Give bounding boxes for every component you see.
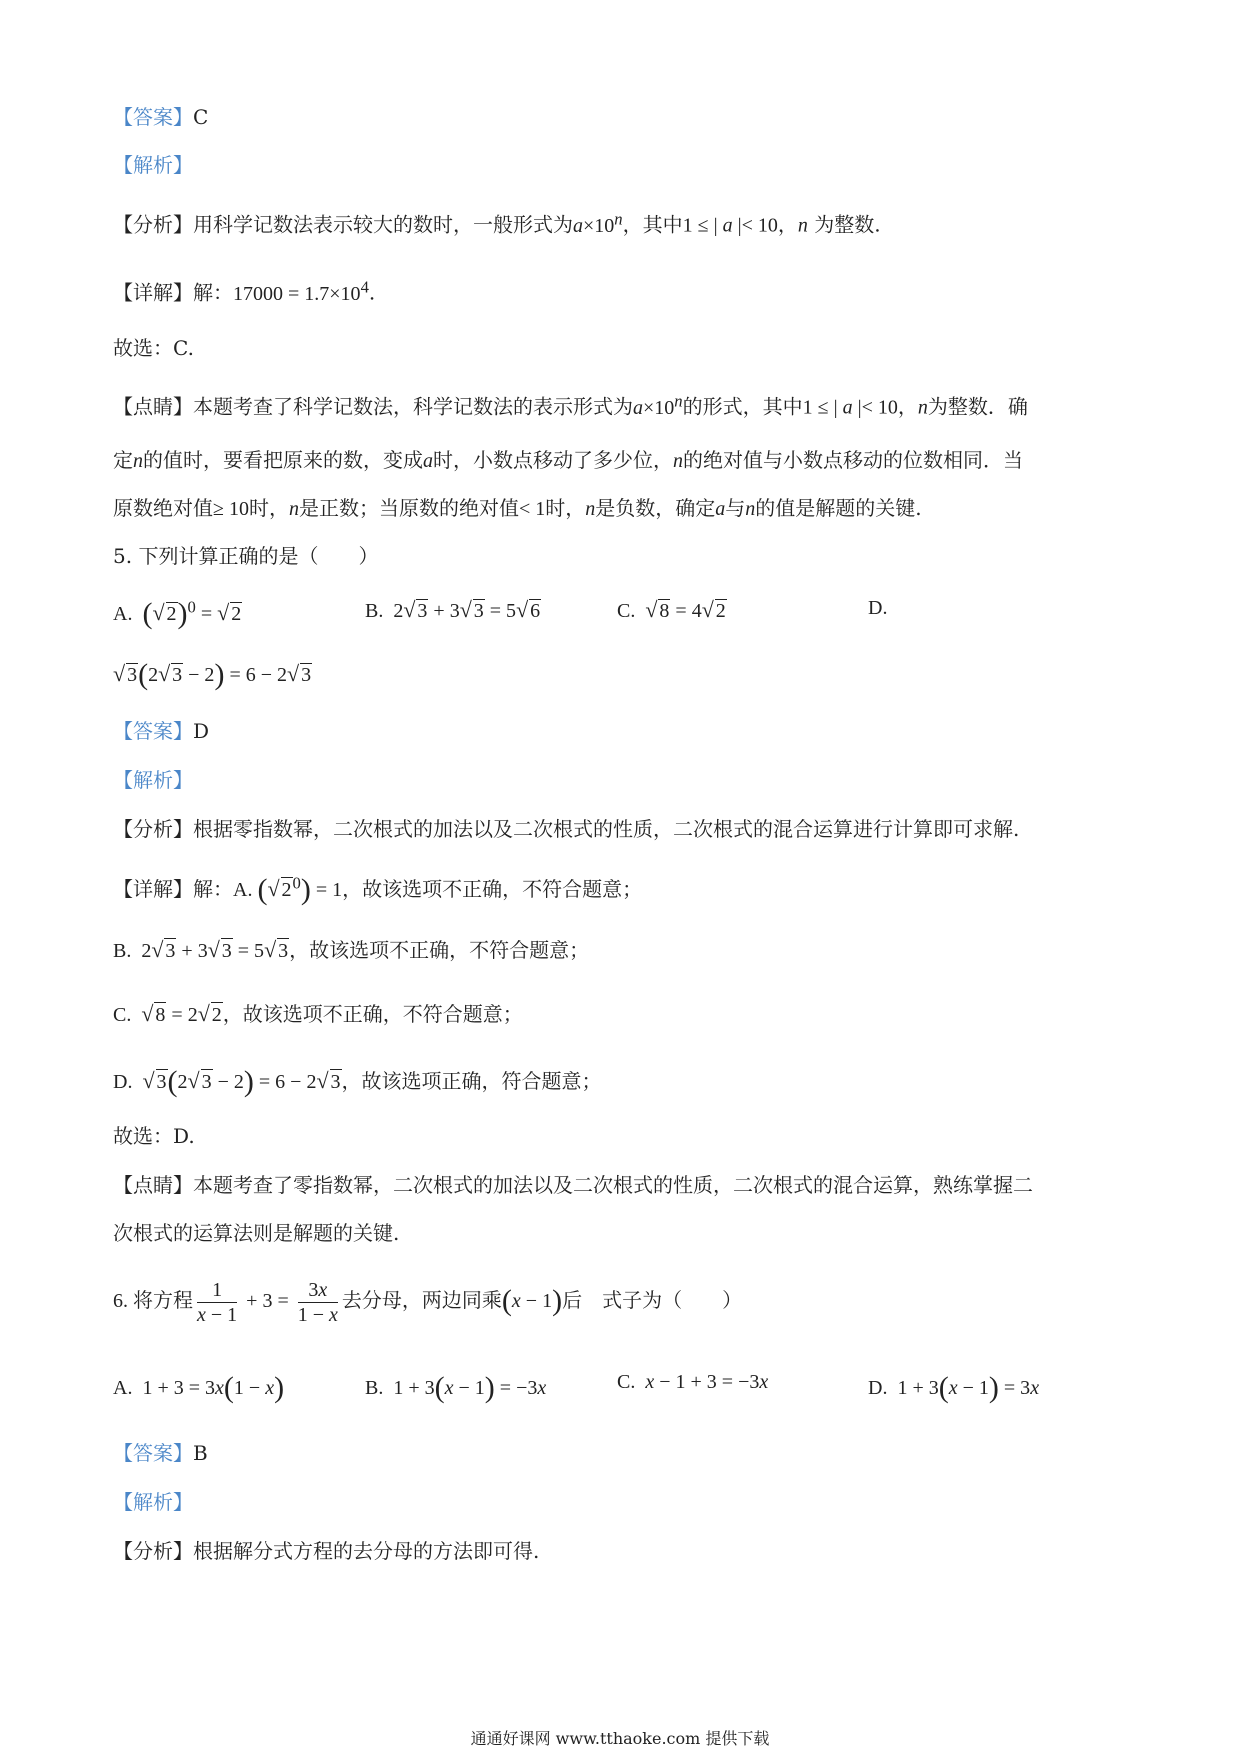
q4-dianjing-line3: 原数绝对值≥ 10时，n是正数；当原数的绝对值< 1时，n是负数，确定a与n的值是解题的关键. (113, 496, 922, 520)
q5-dianjing-line2: 次根式的运算法则是解题的关键. (113, 1221, 400, 1245)
q4-answer-line (113, 105, 208, 129)
q5-option-a: A. (√ 2)$^0$ = √ 2 (113, 597, 242, 630)
q5-analysis-label: 【解析】 (113, 768, 193, 792)
q6-analysis-label: 【解析】 (113, 1490, 193, 1514)
q6-option-c: C. x − 1 + 3 = −3x (617, 1371, 769, 1393)
q4-analysis-label: 【解析】 (113, 153, 193, 177)
answer-value: C (193, 105, 209, 129)
q6-answer-line (113, 1441, 208, 1465)
q5-fenxi-line: 【分析】根据零指数幂，二次根式的加法以及二次根式的性质，二次根式的混合运算进行计算即可求解. (113, 817, 1020, 841)
fenxi-label: 【分析】 (113, 212, 193, 237)
q6-fenxi-line: 【分析】根据解分式方程的去分母的方法即可得. (113, 1539, 540, 1563)
q5-stem: 5. 下列计算正确的是（ ） (113, 544, 379, 568)
answer-label: 【答案】 (113, 1441, 193, 1465)
answer-value: D (193, 719, 210, 743)
q5-option-b: B. 2√ 3 + 3√ 3 = 5√ 6 (365, 597, 541, 622)
q5-xiangjie-c: C. √ 8 = 2√ 2，故该选项不正确，不符合题意； (113, 1001, 523, 1026)
answer-label: 【答案】 (113, 105, 193, 129)
page-footer: 通通好课网 www.tthaoke.com 提供下载 (470, 1729, 770, 1748)
q5-xiangjie-a: 【详解】解：A. (√ $2^0) = 1$，故该选项不正确，不符合题意； (113, 873, 643, 906)
q5-xiangjie-d: D. √ 3(2√ 3 − 2) = 6 − 2√ 3，故该选项正确，符合题意； (113, 1065, 602, 1098)
fraction-right: $\frac{3x}{1 - x}$ (297, 1279, 338, 1326)
dianjing-label: 【点睛】 (113, 394, 193, 419)
q4-dianjing-line2: 定n的值时，要看把原来的数，变成a时，小数点移动了多少位，n的绝对值与小数点移动的位数相同．当 (113, 448, 1023, 472)
q4-fenxi-line: 【分析】用科学记数法表示较大的数时，一般形式为$a\times 10^n$，其中1 ≤ | a |< 10，n 为整数. (113, 209, 881, 237)
xiangjie-formula: $17000 = 1.7\times 10^4$ (233, 277, 369, 305)
q5-guxuan: 故选：D. (113, 1124, 195, 1148)
q6-stem: 6. 将方程 $\frac{1}{x - 1}$ + 3 = $\frac{3x}{1 - x}$ 去分母，两边同乘(x − 1)后 式子为（ ） (113, 1279, 743, 1326)
q4-guxuan: 故选：C. (113, 336, 194, 360)
q5-option-d: √ 3(2√ 3 − 2) = 6 − 2√ 3 (113, 658, 312, 691)
q6-option-d: D. 1 + 3(x − 1) = 3x (868, 1371, 1040, 1404)
q4-xiangjie-line: 【详解】解：$17000 = 1.7\times 10^4$. (113, 277, 376, 305)
q6-option-b: B. 1 + 3(x − 1) = −3x (365, 1371, 547, 1404)
xiangjie-label: 【详解】 (113, 280, 193, 305)
q5-option-c: C. √ 8 = 4√ 2 (617, 597, 726, 622)
answer-value: B (193, 1441, 208, 1465)
q5-answer-line (113, 719, 209, 743)
q4-dianjing-line1: 【点睛】本题考查了科学记数法，科学记数法的表示形式为$a\times 10^n$的形式，其中1 ≤ | a |< 10，n为整数．确 (113, 391, 1028, 419)
q5-dianjing-line1: 【点睛】本题考查了零指数幂，二次根式的加法以及二次根式的性质，二次根式的混合运算，熟练掌握二 (113, 1173, 1033, 1197)
fraction-left: $\frac{1}{x - 1}$ (197, 1279, 238, 1326)
answer-label: 【答案】 (113, 719, 193, 743)
sci-notation-formula: $a\times 10^n$ (573, 209, 623, 237)
q6-option-a: A. 1 + 3 = 3x(1 − x) (113, 1371, 285, 1404)
q5-option-d-label: D. (868, 597, 888, 619)
q5-xiangjie-b: B. 2√ 3 + 3√ 3 = 5√ 3，故该选项不正确，不符合题意； (113, 937, 590, 962)
